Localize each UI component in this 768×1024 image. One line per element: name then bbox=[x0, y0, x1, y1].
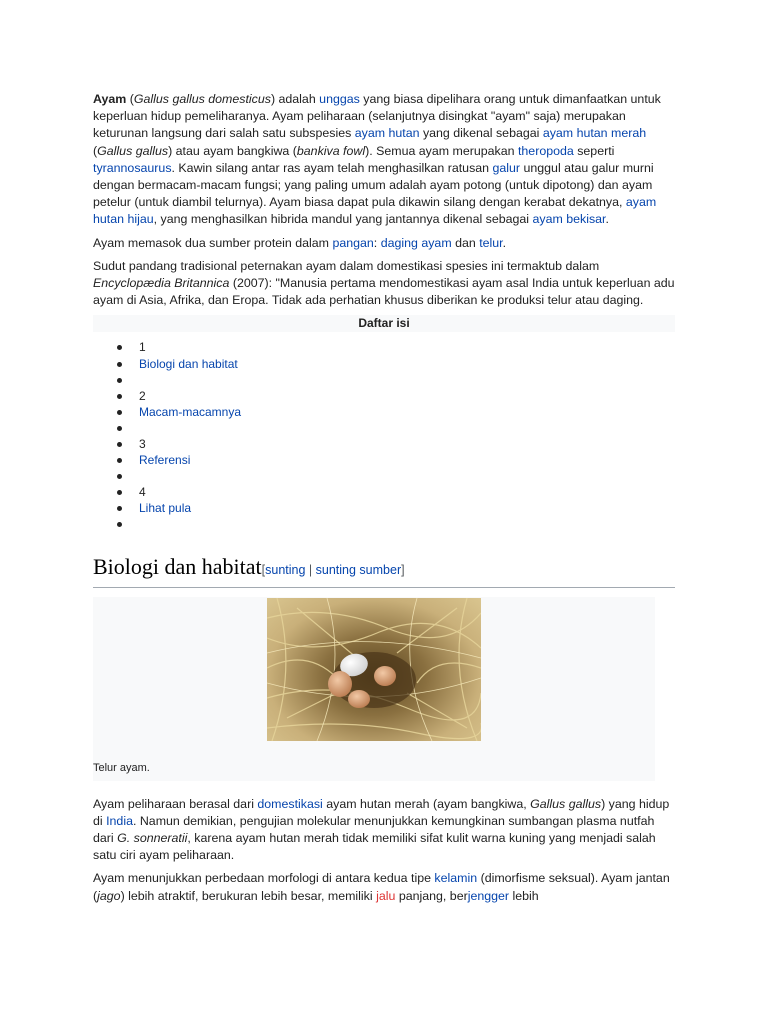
toc-item bbox=[93, 372, 675, 388]
intro-paragraph-2 bbox=[93, 235, 675, 252]
edit-bracket-open: [ bbox=[261, 562, 266, 577]
section-body bbox=[93, 796, 675, 905]
text-run: ) yang hidup di bbox=[93, 796, 670, 828]
text-run: yang biasa dipelihara orang untuk dimanfaatkan untuk keperluan hidup pemeliharanya. Ayam peliharaan (selanjutnya disingkat "ayam" saja) merupakan keturunan langsung dari salah satu subspesies bbox=[93, 92, 661, 141]
body-paragraph-1 bbox=[93, 796, 675, 865]
wiki-link[interactable]: unggas bbox=[319, 92, 360, 106]
text-run: unggul atau galur murni dengan bermacam-macam fungsi; yang paling umum adalah ayam potong (untuk dipotong) dan ayam petelur (untuk diambil telurnya). Ayam biasa dapat pula dikawin silang dengan kerabat dekatnya, bbox=[93, 160, 654, 210]
text-run: ( bbox=[126, 92, 134, 106]
text-run: 2 bbox=[139, 388, 146, 403]
wiki-link[interactable]: ayam hutan bbox=[354, 126, 420, 141]
text-run: Gallus gallus bbox=[97, 143, 169, 158]
wiki-link[interactable]: ayam bekisar bbox=[532, 212, 606, 227]
text-run: ). Semua ayam merupakan bbox=[365, 143, 518, 158]
text-run: 4 bbox=[139, 485, 146, 500]
wiki-link[interactable]: tyrannosaurus bbox=[93, 160, 172, 175]
wiki-link[interactable]: daging ayam bbox=[380, 235, 452, 250]
wiki-link[interactable]: domestikasi bbox=[257, 796, 323, 811]
text-run: , karena ayam hutan merah tidak memiliki sifat kulit warna kuning yang menjadi salah satu ciri ayam peliharaan. bbox=[93, 830, 656, 863]
edit-link[interactable]: sunting bbox=[265, 562, 306, 577]
text-run: jago bbox=[97, 888, 121, 903]
toc-item[interactable] bbox=[93, 452, 675, 468]
eggs-in-nest-photo[interactable] bbox=[267, 598, 481, 741]
wiki-link[interactable]: Biologi dan habitat bbox=[139, 356, 238, 371]
toc-item bbox=[93, 339, 675, 355]
wiki-link[interactable]: Lihat pula bbox=[139, 501, 192, 516]
toc-item[interactable] bbox=[93, 356, 675, 372]
text-run: bankiva fowl bbox=[296, 143, 366, 158]
toc-item bbox=[93, 388, 675, 404]
text-run: ) lebih atraktif, berukuran lebih besar, memiliki bbox=[120, 888, 377, 903]
article-content bbox=[93, 91, 675, 911]
wiki-link[interactable]: Referensi bbox=[139, 453, 191, 468]
text-run: ayam hutan merah (ayam bangkiwa, bbox=[322, 796, 531, 811]
text-run: panjang, ber bbox=[395, 888, 468, 903]
text-run: lebih bbox=[509, 888, 539, 903]
wiki-link[interactable]: jengger bbox=[467, 888, 510, 903]
text-run: . Namun demikian, pengujian molekular menunjukkan kemungkinan sumbangan plasma nutfah dari bbox=[93, 813, 655, 845]
text-run: 1 bbox=[139, 340, 146, 355]
text-run: Ayam bbox=[93, 92, 127, 106]
text-run: : bbox=[373, 235, 381, 250]
text-run: Sudut pandang tradisional peternakan ayam dalam domestikasi spesies ini termaktub dalam bbox=[93, 258, 600, 273]
text-run: , yang menghasilkan hibrida mandul yang jantannya dikenal sebagai bbox=[153, 212, 533, 227]
toc-item bbox=[93, 468, 675, 484]
text-run: (2007): "Manusia pertama mendomestikasi ayam asal India untuk keperluan adu ayam di Asia, Afrika, dan Eropa. Tidak ada perhatian khusus diberikan ke produksi telur atau daging. bbox=[93, 276, 675, 308]
toc-item bbox=[93, 516, 675, 532]
text-run: Ayam memasok dua sumber protein dalam bbox=[93, 235, 333, 250]
wiki-link[interactable]: Macam-macamnya bbox=[139, 404, 242, 419]
text-run: Gallus gallus bbox=[530, 796, 602, 811]
wiki-link[interactable]: theropoda bbox=[517, 143, 574, 158]
toc-item[interactable] bbox=[93, 404, 675, 420]
edit-source-link[interactable]: sunting sumber bbox=[315, 562, 402, 577]
toc-item bbox=[93, 420, 675, 436]
text-run: dan bbox=[451, 235, 480, 250]
text-run: . Kawin silang antar ras ayam telah menghasilkan ratusan bbox=[171, 160, 493, 175]
text-run: Encyclopædia Britannica bbox=[93, 276, 230, 291]
figure bbox=[93, 597, 655, 781]
wiki-link[interactable]: India bbox=[106, 813, 133, 828]
section-heading bbox=[93, 553, 675, 588]
figure-caption: Telur ayam. bbox=[93, 761, 150, 774]
wiki-link[interactable]: kelamin bbox=[434, 871, 478, 886]
text-run: . bbox=[502, 235, 507, 250]
redlink[interactable]: jalu bbox=[376, 888, 396, 903]
text-run: ) adalah bbox=[270, 92, 320, 106]
text-run: G. sonneratii bbox=[117, 830, 188, 845]
wiki-link[interactable]: ayam hutan merah bbox=[542, 126, 647, 141]
text-run: . bbox=[605, 212, 609, 227]
edit-separator: | bbox=[305, 562, 316, 577]
body-paragraph-2 bbox=[93, 870, 675, 904]
text-run: yang dikenal sebagai bbox=[419, 126, 543, 141]
nest-image bbox=[267, 598, 481, 741]
toc-item bbox=[93, 436, 675, 452]
text-run: Ayam peliharaan berasal dari bbox=[93, 796, 258, 811]
section-heading-text: Biologi dan habitat bbox=[93, 553, 262, 579]
wiki-link[interactable]: galur bbox=[492, 160, 521, 175]
intro-paragraph-1 bbox=[93, 91, 675, 229]
text-run: Ayam menunjukkan perbedaan morfologi di antara kedua tipe bbox=[93, 871, 435, 886]
edit-bracket-close: ] bbox=[401, 562, 405, 577]
text-run: ) atau ayam bangkiwa ( bbox=[168, 143, 297, 158]
edit-links bbox=[262, 563, 405, 577]
text-run: seperti bbox=[573, 143, 615, 158]
text-run: Gallus gallus domesticus bbox=[133, 92, 271, 106]
toc-item bbox=[93, 484, 675, 500]
wiki-link[interactable]: pangan bbox=[332, 235, 374, 250]
text-run: (dimorfisme seksual). Ayam jantan ( bbox=[93, 871, 670, 903]
toc-item[interactable] bbox=[93, 500, 675, 516]
wiki-link[interactable]: telur bbox=[479, 235, 503, 250]
table-of-contents bbox=[93, 339, 675, 532]
wiki-link[interactable]: ayam hutan hijau bbox=[93, 195, 657, 227]
text-run: ( bbox=[93, 143, 98, 158]
toc-title: Daftar isi bbox=[93, 315, 675, 332]
intro-paragraph-3 bbox=[93, 258, 675, 310]
text-run: 3 bbox=[139, 437, 146, 451]
